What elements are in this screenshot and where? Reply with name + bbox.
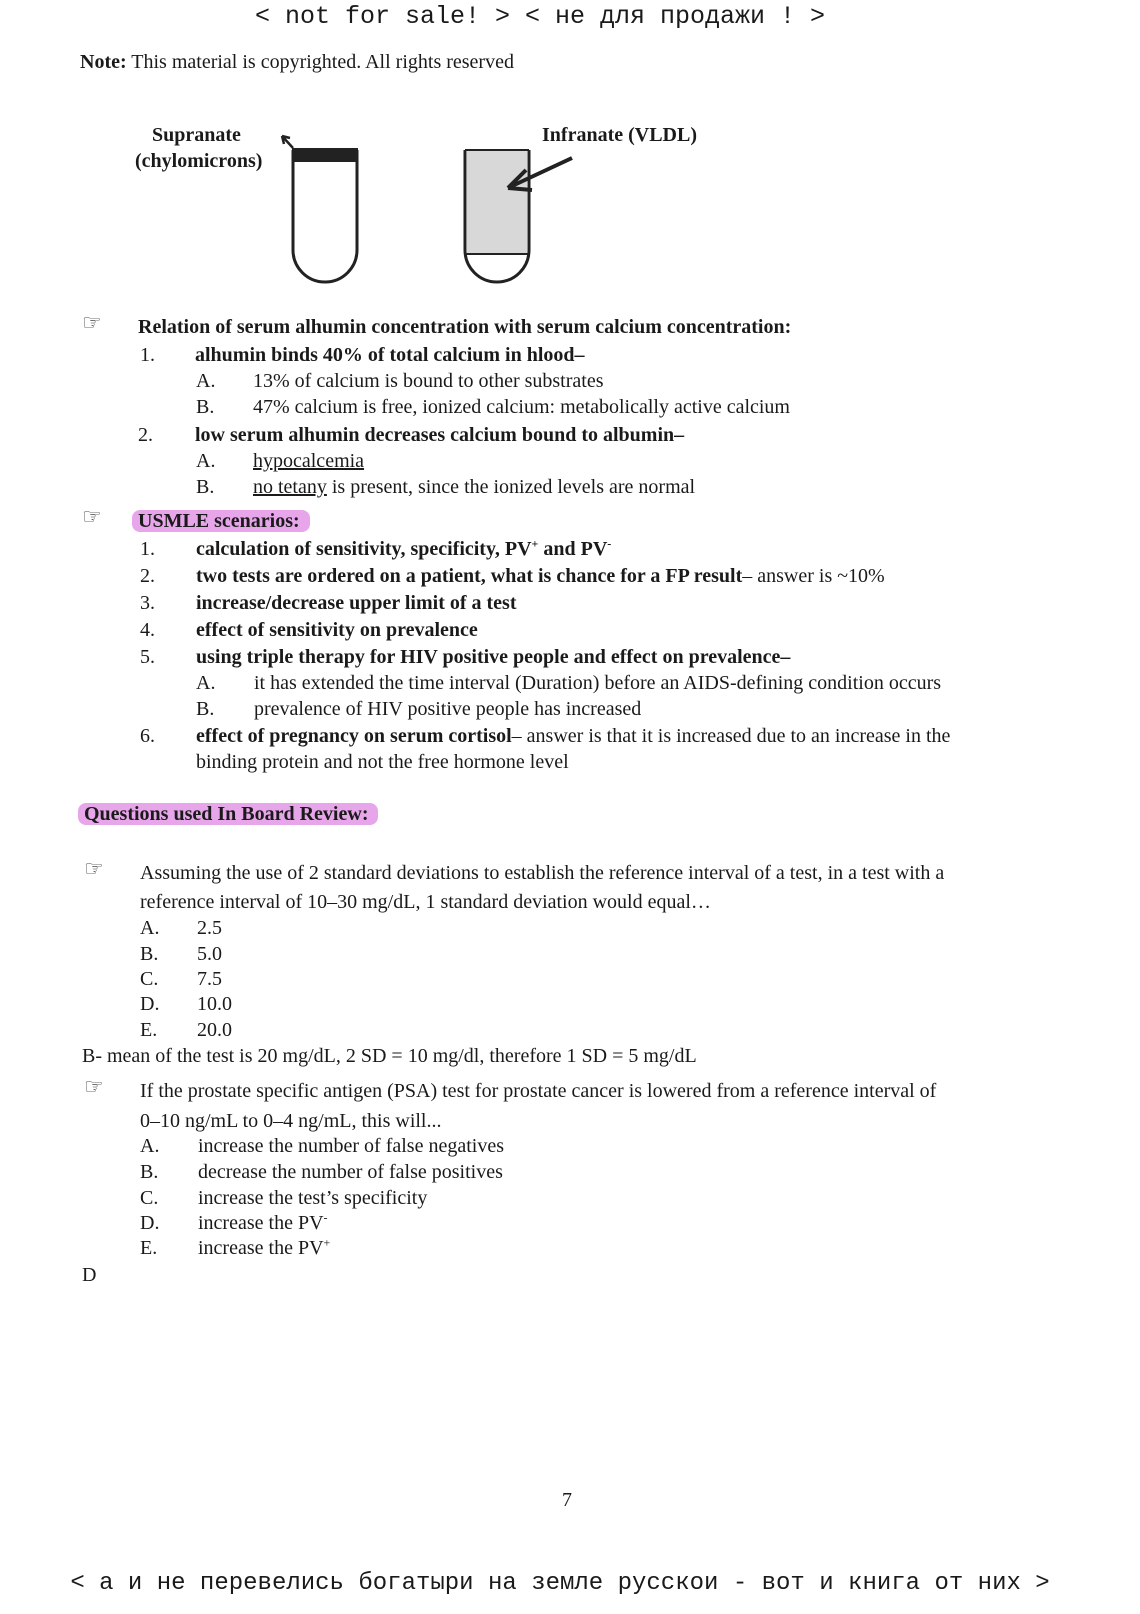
list-number: 5. xyxy=(140,646,155,668)
sub-item: prevalence of HIV positive people has increased xyxy=(254,698,642,720)
option-letter: C. xyxy=(140,968,159,990)
sub-letter: A. xyxy=(196,672,216,694)
option-text: 2.5 xyxy=(197,917,222,939)
pointing-hand-icon: ☞ xyxy=(82,504,102,529)
list-item: effect of pregnancy on serum cortisol– answer is that it is increased due to an increase in the xyxy=(196,725,951,747)
option-letter: E. xyxy=(140,1019,158,1041)
section-usmle-title: USMLE scenarios: xyxy=(132,508,310,534)
list-number: 3. xyxy=(140,592,155,614)
sub-item: no tetany is present, since the ionized levels are normal xyxy=(253,476,696,498)
sub-item: 47% calcium is free, ionized calcium: metabolically active calcium xyxy=(253,396,790,418)
list-item-continuation: binding protein and not the free hormone level xyxy=(196,751,569,773)
list-item: alhumin binds 40% of total calcium in hlood– xyxy=(195,344,585,366)
sub-item: it has extended the time interval (Duration) before an AIDS-defining condition occurs xyxy=(254,672,942,694)
question-2-line-2: 0–10 ng/mL to 0–4 ng/mL, this will... xyxy=(140,1110,442,1132)
list-item: effect of sensitivity on prevalence xyxy=(196,619,478,641)
option-text: increase the test’s specificity xyxy=(198,1187,428,1209)
list-number: 4. xyxy=(140,619,155,641)
option-text: increase the PV+ xyxy=(198,1235,331,1259)
list-item: using triple therapy for HIV positive people and effect on prevalence– xyxy=(196,646,791,668)
sub-letter: A. xyxy=(196,450,216,472)
sub-letter: B. xyxy=(196,698,215,720)
question-1-answer: B- mean of the test is 20 mg/dL, 2 SD = 10 mg/dl, therefore 1 SD = 5 mg/dL xyxy=(82,1045,697,1067)
section-serum-albumin-title: Relation of serum alhumin concentration with serum calcium concentration: xyxy=(138,316,792,338)
option-text: decrease the number of false positives xyxy=(198,1161,503,1183)
list-item: low serum alhumin decreases calcium bound to albumin– xyxy=(195,424,685,446)
option-text: 5.0 xyxy=(197,943,222,965)
list-item: calculation of sensitivity, specificity, PV+ and PV- xyxy=(196,536,612,560)
sub-letter: A. xyxy=(196,370,216,392)
figure-label-supranate: Supranate xyxy=(152,124,241,146)
option-letter: B. xyxy=(140,943,159,965)
figure-label-infranate: Infranate (VLDL) xyxy=(542,124,697,146)
sub-item: 13% of calcium is bound to other substrates xyxy=(253,370,604,392)
sub-item: hypocalcemia xyxy=(253,450,365,472)
option-letter: E. xyxy=(140,1237,158,1259)
sub-letter: B. xyxy=(196,396,215,418)
option-text: 10.0 xyxy=(197,993,232,1015)
header-watermark: < not for sale! > < не для продажи ! > xyxy=(254,2,826,31)
option-text: 20.0 xyxy=(197,1019,232,1041)
option-letter: D. xyxy=(140,1212,160,1234)
list-item: two tests are ordered on a patient, what is chance for a FP result– answer is ~10% xyxy=(196,565,885,587)
test-tubes-figure xyxy=(260,128,600,298)
sub-letter: B. xyxy=(196,476,215,498)
page-number: 7 xyxy=(562,1489,572,1511)
pointing-hand-icon: ☞ xyxy=(84,1074,104,1099)
option-text: 7.5 xyxy=(197,968,222,990)
option-letter: A. xyxy=(140,917,160,939)
pointing-hand-icon: ☞ xyxy=(84,856,104,881)
option-letter: D. xyxy=(140,993,160,1015)
option-text: increase the number of false negatives xyxy=(198,1135,504,1157)
option-letter: A. xyxy=(140,1135,160,1157)
question-2-line-1: If the prostate specific antigen (PSA) test for prostate cancer is lowered from a reference interval of xyxy=(140,1080,937,1102)
copyright-note: Note: This material is copyrighted. All rights reserved xyxy=(80,51,514,73)
question-2-answer: D xyxy=(82,1264,97,1286)
list-number: 1. xyxy=(140,538,155,560)
option-text: increase the PV- xyxy=(198,1210,328,1234)
list-item: increase/decrease upper limit of a test xyxy=(196,592,517,614)
figure-label-chylomicrons: (chylomicrons) xyxy=(135,150,263,172)
list-number: 2. xyxy=(138,424,153,446)
list-number: 1. xyxy=(140,344,155,366)
list-number: 6. xyxy=(140,725,155,747)
section-board-review-title: Questions used In Board Review: xyxy=(78,801,378,827)
question-1-line-1: Assuming the use of 2 standard deviations to establish the reference interval of a test, in a test with a xyxy=(140,862,945,884)
list-number: 2. xyxy=(140,565,155,587)
option-letter: B. xyxy=(140,1161,159,1183)
pointing-hand-icon: ☞ xyxy=(82,310,102,335)
footer-watermark: < а и не перевелись богатыри на земле русскои - вот и книга от них > xyxy=(70,1570,1050,1597)
question-1-line-2: reference interval of 10–30 mg/dL, 1 standard deviation would equal… xyxy=(140,891,711,913)
option-letter: C. xyxy=(140,1187,159,1209)
